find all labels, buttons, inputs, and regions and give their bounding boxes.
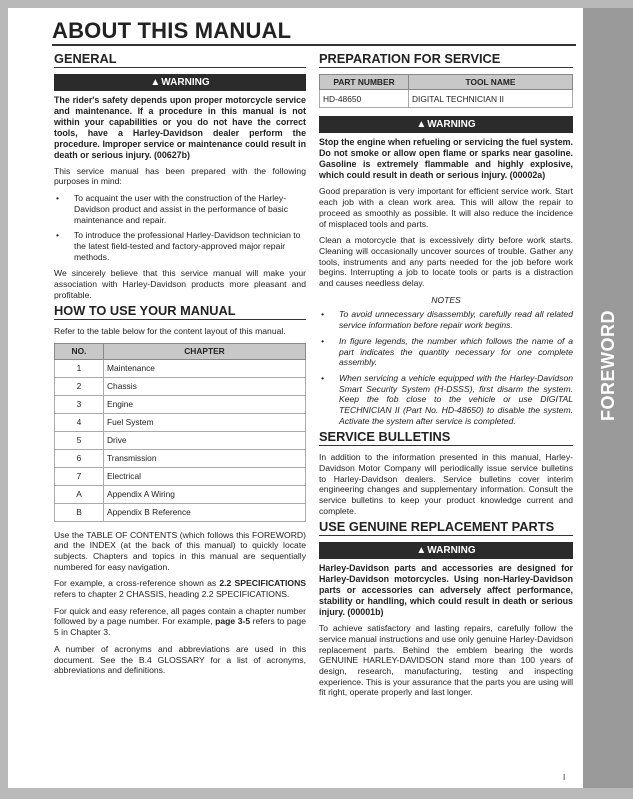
table-row [55, 467, 306, 485]
page-number: I [563, 773, 566, 782]
how-to-use-intro: Refer to the table below for the content layout of this manual. [54, 326, 286, 337]
table-cell: Maintenance [104, 359, 306, 377]
table-row [55, 359, 306, 377]
list-item: • When servicing a vehicle equipped with the Harley-Davidson Smart Security System (H-DSSS), first disarm the system. Keep the fob close to the vehicle or use DIGITAL TECHNICIAN II (Part No. HD-48650) to disable the system. Activate the system after service is completed. [321, 372, 573, 426]
side-tab-label: FOREWORD [598, 310, 618, 421]
table-row [55, 395, 306, 413]
table-row [55, 431, 306, 449]
table-cell: HD-48650 [320, 90, 409, 108]
table-header-tool-name: TOOL NAME [409, 74, 573, 90]
how-to-use-para-1: Use the TABLE OF CONTENTS (which follows this FOREWORD) and the INDEX (at the back of this manual) to quickly locate subjects. Chapters and topics in this manual are sequentially numbered for easy navigation. [54, 529, 306, 572]
table-cell: Electrical [104, 467, 306, 485]
table-cell: 7 [55, 467, 104, 485]
table-cell: Chassis [104, 377, 306, 395]
right-column [319, 48, 573, 704]
table-cell: Fuel System [104, 413, 306, 431]
bulletins-text: In addition to the information presented in this manual, Harley-Davidson Motor Company will periodically issue service bulletins to Harley-Davidson dealers. Service bulletins cover interim engineering changes and supplementary information. Consult the service bulletins to keep your product knowledge current and complete. [319, 452, 573, 516]
warning-label: WARNING [427, 119, 476, 131]
table-cell: A [55, 485, 104, 503]
bullet-icon: • [321, 309, 325, 320]
table-cell: B [55, 503, 104, 521]
table-cell: 3 [55, 395, 104, 413]
tool-table [319, 74, 573, 109]
table-cell: 1 [55, 359, 104, 377]
notes-list [319, 309, 573, 426]
table-cell: Appendix B Reference [104, 503, 306, 521]
table-cell: 5 [55, 431, 104, 449]
warning-triangle-icon: ▲ [150, 76, 161, 88]
preparation-heading: PREPARATION FOR SERVICE [319, 54, 573, 68]
table-header-no: NO. [55, 343, 104, 359]
table-cell: 6 [55, 449, 104, 467]
bullet-icon: • [321, 372, 325, 383]
title-divider [52, 44, 576, 46]
general-warning-text: The rider's safety depends upon proper motorcycle service and maintenance. If a procedure in this manual is not within your capabilities or you do not have the correct tools, have a Harley-Davidson dealer perform the procedure. Improper service or maintenance could result in death or serious injury. (00627b) [54, 94, 306, 160]
bulletins-heading: SERVICE BULLETINS [319, 432, 573, 446]
general-heading: GENERAL [54, 54, 306, 68]
list-item: • To avoid unnecessary disassembly, carefully read all related service information before repair work begins. [321, 309, 573, 331]
parts-warning-text: Harley-Davidson parts and accessories are designed for Harley-Davidson motorcycles. Using non-Harley-Davidson parts or accessories can adversely affect performance, stability or handling, which could result in death or serious injury. (00001b) [319, 563, 573, 618]
warning-triangle-icon: ▲ [416, 545, 427, 557]
page-reference-example: page 3-5 [215, 616, 251, 627]
general-intro: This service manual has been prepared with the following purposes in mind: [54, 165, 306, 187]
bullet-icon: • [56, 193, 60, 204]
table-cell: DIGITAL TECHNICIAN II [409, 90, 573, 108]
table-cell: Appendix A Wiring [104, 485, 306, 503]
left-column [54, 48, 306, 682]
how-to-use-heading: HOW TO USE YOUR MANUAL [54, 306, 306, 320]
list-item: • In figure legends, the number which follows the name of a part indicates the quantity necessary for one complete assembly. [321, 335, 573, 368]
page-title: ABOUT THIS MANUAL [52, 18, 292, 43]
preparation-para-1: Good preparation is very important for efficient service work. Start each job with a clean work area. This will allow the repair to proceed as smoothly as possible. It will also reduce the incidence of misplaced tools and parts. [319, 186, 573, 229]
cross-reference-example: 2.2 SPECIFICATIONS [219, 578, 307, 589]
fuel-warning-text: Stop the engine when refueling or servicing the fuel system. Do not smoke or allow open flame or sparks near gasoline. Gasoline is extremely flammable and highly explosive, which could result in death or serious injury. (00002a) [319, 137, 573, 181]
genuine-parts-heading: USE GENUINE REPLACEMENT PARTS [319, 522, 573, 536]
how-to-use-para-4: A number of acronyms and abbreviations are used in this document. See the B.4 GLOSSARY for a list of acronyms, abbreviations and definitions. [54, 643, 306, 676]
table-header-part-number: PART NUMBER [320, 74, 409, 90]
table-row [55, 377, 306, 395]
parts-warning-banner [319, 542, 573, 559]
warning-triangle-icon: ▲ [416, 119, 427, 131]
preparation-para-2: Clean a motorcycle that is excessively dirty before work starts. Cleaning will occasionally uncover sources of trouble. Gather any tools, instruments and any parts needed for the job before work begins. Interrupting a job to locate tools or parts is a distraction and causes needless delay. [319, 235, 573, 289]
table-cell: 4 [55, 413, 104, 431]
table-header-chapter: CHAPTER [104, 343, 306, 359]
general-warning-banner [54, 74, 306, 91]
chapter-table [54, 343, 306, 522]
table-cell: Drive [104, 431, 306, 449]
general-bullet-list [54, 193, 306, 262]
table-row [55, 449, 306, 467]
table-cell: 2 [55, 377, 104, 395]
general-closing: We sincerely believe that this service manual will make your association with Harley-Davidson products more pleasant and profitable. [54, 268, 306, 300]
list-item: • To introduce the professional Harley-Davidson technician to the latest field-tested and factory-approved major repair methods. [56, 230, 301, 262]
genuine-parts-text: To achieve satisfactory and lasting repairs, carefully follow the service manual instructions and use only genuine Harley-Davidson replacement parts. Behind the emblem bearing the words GENUINE HARLEY-DAVIDSON stand more than 100 years of design, research, manufacturing, testing and inspecting experience. This is your assurance that the parts you are using will fit right, operate properly and last longer. [319, 623, 573, 698]
fuel-warning-banner [319, 116, 573, 133]
table-cell: Transmission [104, 449, 306, 467]
bullet-icon: • [321, 335, 325, 346]
warning-label: WARNING [161, 76, 210, 88]
table-row [55, 503, 306, 521]
bullet-icon: • [56, 230, 60, 241]
how-to-use-para-2: For example, a cross-reference shown as 2.2 SPECIFICATIONS refers to chapter 2 CHASSIS, heading 2.2 SPECIFICATIONS. [54, 578, 307, 600]
table-row [320, 90, 573, 108]
notes-title: NOTES [431, 294, 461, 305]
table-row [55, 485, 306, 503]
table-row [55, 413, 306, 431]
warning-label: WARNING [427, 545, 476, 557]
how-to-use-para-3: For quick and easy reference, all pages contain a chapter number followed by a page number. For example, page 3-5 refers to page 5 in Chapter 3. [54, 605, 306, 638]
table-cell: Engine [104, 395, 306, 413]
list-item: • To acquaint the user with the construction of the Harley-Davidson product and assist in the performance of basic maintenance and repair. [56, 193, 289, 225]
